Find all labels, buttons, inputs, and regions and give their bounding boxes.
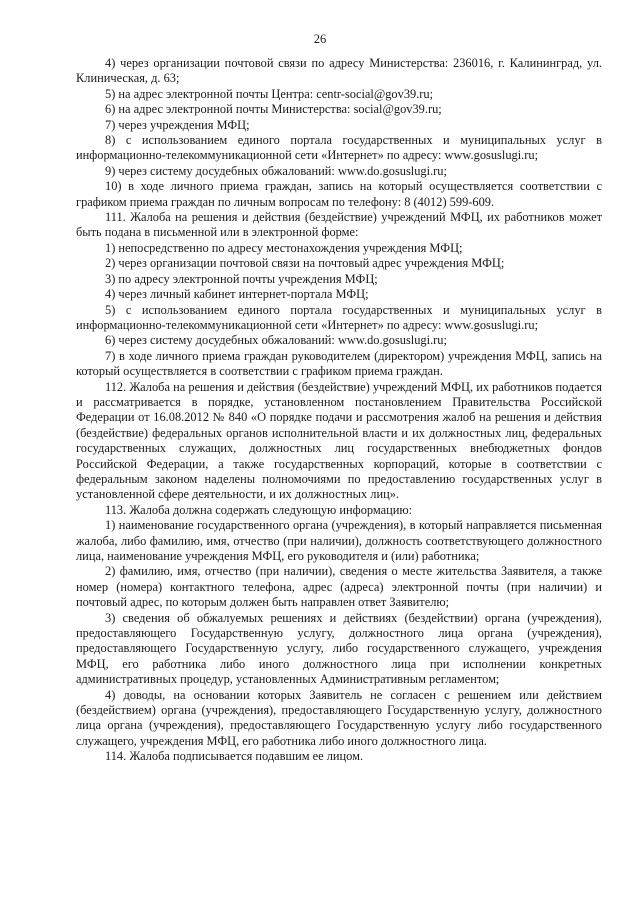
paragraph: 112. Жалоба на решения и действия (бездействие) учреждений МФЦ, их работников подается и рассматривается в порядке, установленном постановлением Правительства Российской Федерации от 16.08.2012 № 840 «О порядке подачи и рассмотрения жалоб на решения и действия (бездействие) федеральных органов исполнительной власти и их должностных лиц, федеральных государственных служащих, должностных лиц государственных внебюджетных фондов Российской Федерации, а также государственных корпораций, которые в соответствии с федеральным законом наделены полномочиями по предоставлению государственных услуг в установленной сфере деятельности, и их должностных лиц». — [76, 379, 602, 502]
page-number: 26 — [313, 32, 327, 46]
paragraph: 2) фамилию, имя, отчество (при наличии), сведения о месте жительства Заявителя, а также номер (номера) контактного телефона, адрес (адреса) электронной почты (при наличии) и почтовый адрес, по которым должен быть направлен ответ Заявителю; — [76, 564, 602, 610]
paragraph: 9) через систему досудебных обжалований: www.do.gosuslugi.ru; — [105, 163, 447, 178]
paragraph: 1) непосредственно по адресу местонахождения учреждения МФЦ; — [105, 240, 463, 255]
paragraph: 111. Жалоба на решения и действия (бездействие) учреждений МФЦ, их работников может быть подана в письменной или в электронной форме: — [76, 210, 602, 240]
paragraph: 10) в ходе личного приема граждан, запись на который осуществляется соответствии с графиком приема граждан по личным вопросам по телефону: 8 (4012) 599-609. — [76, 179, 602, 209]
paragraph: 5) на адрес электронной почты Центра: centr-social@gov39.ru; — [105, 86, 434, 101]
paragraph: 2) через организации почтовой связи на почтовый адрес учреждения МФЦ; — [105, 256, 505, 271]
paragraph: 6) через систему досудебных обжалований: www.do.gosuslugi.ru; — [105, 333, 447, 348]
paragraph: 7) через учреждения МФЦ; — [105, 117, 250, 132]
paragraph: 113. Жалоба должна содержать следующую информацию: — [105, 502, 413, 517]
paragraph: 4) через личный кабинет интернет-портала МФЦ; — [105, 287, 369, 302]
paragraph: 4) доводы, на основании которых Заявитель не согласен с решением или действием (бездействием) органа (учреждения), предоставляющего Государственную услугу, должностного лица органа (учреждения), предоставляющего Государственную услугу либо государственного служащего, учреждения МФЦ, его работника либо иного должностного лица. — [76, 687, 602, 748]
paragraph: 6) на адрес электронной почты Министерства: social@gov39.ru; — [105, 102, 442, 117]
document-body — [76, 56, 602, 765]
paragraph: 3) сведения об обжалуемых решениях и действиях (бездействии) органа (учреждения), предоставляющего Государственную услугу, должностного лица органа (учреждения), предоставляющего Государственную услугу, либо государственного служащего, учреждения МФЦ, его работника либо иного должностного лица при исполнении конкретных административных процедур, установленных Административным регламентом; — [76, 610, 602, 687]
paragraph: 114. Жалоба подписывается подавшим ее лицом. — [105, 749, 364, 764]
paragraph: 7) в ходе личного приема граждан руководителем (директором) учреждения МФЦ, запись на который осуществляется в соответствии с графиком приема граждан. — [76, 348, 602, 379]
paragraph: 8) с использованием единого портала государственных и муниципальных услуг в информационно-телекоммуникационной сети «Интернет» по адресу: www.gosuslugi.ru; — [76, 133, 602, 163]
paragraph: 5) с использованием единого портала государственных и муниципальных услуг в информационно-телекоммуникационной сети «Интернет» по адресу: www.gosuslugi.ru; — [76, 302, 602, 332]
paragraph: 1) наименование государственного органа (учреждения), в который направляется письменная жалоба, либо фамилию, имя, отчество (при наличии), должность соответствующего должностного лица, наименование учреждения МФЦ, его руководителя и (или) работника; — [76, 518, 602, 563]
paragraph: 3) по адресу электронной почты учреждения МФЦ; — [105, 271, 378, 286]
paragraph: 4) через организации почтовой связи по адресу Министерства: 236016, г. Калининград, ул. Клиническая, д. 63; — [76, 56, 602, 86]
